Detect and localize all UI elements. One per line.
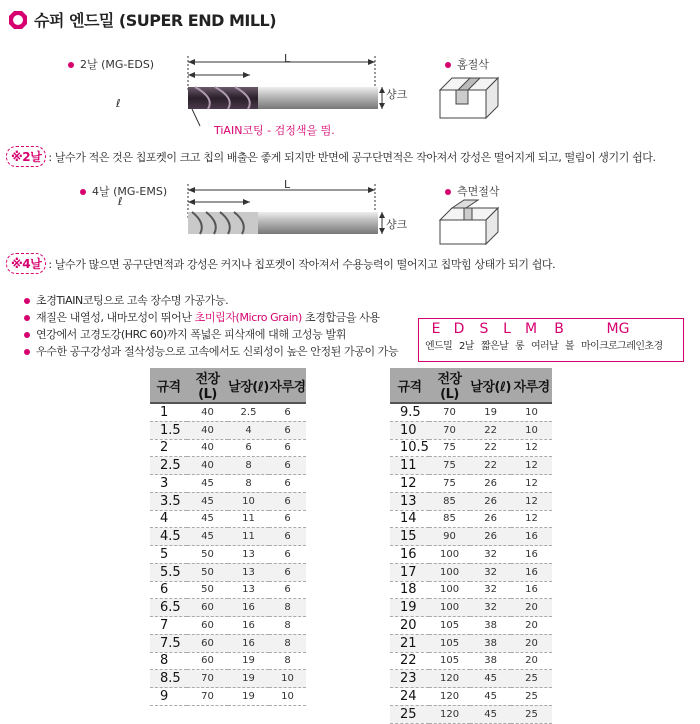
legend-letter: E xyxy=(431,321,441,337)
value-cell: 45 xyxy=(470,670,511,688)
page-title-text: 슈퍼 엔드밀 (SUPER END MILL) xyxy=(34,11,277,30)
value-cell: 10 xyxy=(511,403,552,421)
legend-letter: B xyxy=(554,321,564,337)
note-4flute-badge: ※4날 xyxy=(6,253,46,274)
size-cell: 23 xyxy=(390,670,429,688)
feature-text: 초경합금을 사용 xyxy=(301,311,380,324)
size-cell: 1 xyxy=(150,403,187,421)
legend-word: 짧은날 xyxy=(481,341,509,352)
table-row xyxy=(390,510,552,528)
table-row xyxy=(150,528,306,546)
value-cell: 75 xyxy=(429,439,470,457)
legend-letter: S xyxy=(479,321,489,337)
bullet-icon xyxy=(24,332,30,338)
table-row xyxy=(390,634,552,652)
table-row xyxy=(390,439,552,457)
value-cell: 26 xyxy=(470,510,511,528)
value-cell: 10 xyxy=(228,492,269,510)
feature-item xyxy=(24,292,398,309)
size-cell: 7 xyxy=(150,617,187,635)
value-cell: 120 xyxy=(429,705,470,723)
size-cell: 9.5 xyxy=(390,403,429,421)
table-row xyxy=(150,617,306,635)
table-row xyxy=(390,599,552,617)
col-header: 날장(ℓ) xyxy=(470,368,511,403)
value-cell: 100 xyxy=(429,581,470,599)
value-cell: 6 xyxy=(228,439,269,457)
legend-letter: L xyxy=(503,321,511,337)
table-row xyxy=(390,457,552,475)
value-cell: 19 xyxy=(470,403,511,421)
value-cell: 6 xyxy=(269,403,306,421)
value-cell: 75 xyxy=(429,475,470,493)
value-cell: 25 xyxy=(511,705,552,723)
size-cell: 3.5 xyxy=(150,492,187,510)
value-cell: 10 xyxy=(269,688,306,706)
table-row xyxy=(150,457,306,475)
size-cell: 13 xyxy=(390,492,429,510)
value-cell: 20 xyxy=(511,617,552,635)
cut-label-4flute-text: 측면절삭 xyxy=(457,185,500,198)
value-cell: 85 xyxy=(429,510,470,528)
cut-label-4flute xyxy=(445,183,500,199)
value-cell: 19 xyxy=(228,688,269,706)
value-cell: 26 xyxy=(470,475,511,493)
table-row xyxy=(390,475,552,493)
value-cell: 105 xyxy=(429,634,470,652)
note-2flute-badge: ※2날 xyxy=(6,146,46,167)
bullet-icon xyxy=(445,189,451,195)
size-cell: 3 xyxy=(150,475,187,493)
size-cell: 11 xyxy=(390,457,429,475)
legend-letter: MG xyxy=(606,321,630,337)
table-row xyxy=(390,581,552,599)
endmill-4flute-drawing xyxy=(170,180,420,250)
value-cell: 4 xyxy=(228,421,269,439)
value-cell: 40 xyxy=(187,457,228,475)
feature-item xyxy=(24,343,398,360)
value-cell: 45 xyxy=(470,705,511,723)
value-cell: 6 xyxy=(269,492,306,510)
table-row xyxy=(150,439,306,457)
size-cell: 15 xyxy=(390,528,429,546)
cut-label-2flute xyxy=(445,56,489,72)
value-cell: 12 xyxy=(511,510,552,528)
table-row xyxy=(150,563,306,581)
table-row xyxy=(150,688,306,706)
size-cell: 1.5 xyxy=(150,421,187,439)
col-header: 자루경 xyxy=(511,368,552,403)
value-cell: 12 xyxy=(511,492,552,510)
value-cell: 45 xyxy=(187,510,228,528)
size-cell: 7.5 xyxy=(150,634,187,652)
value-cell: 32 xyxy=(470,546,511,564)
value-cell: 11 xyxy=(228,510,269,528)
note-2flute xyxy=(6,146,656,167)
value-cell: 10 xyxy=(269,670,306,688)
value-cell: 16 xyxy=(511,528,552,546)
size-cell: 24 xyxy=(390,688,429,706)
table-row xyxy=(150,599,306,617)
value-cell: 45 xyxy=(470,688,511,706)
size-cell: 16 xyxy=(390,546,429,564)
value-cell: 13 xyxy=(228,546,269,564)
table-row xyxy=(150,652,306,670)
table-row xyxy=(150,403,306,421)
value-cell: 45 xyxy=(187,528,228,546)
value-cell: 50 xyxy=(187,581,228,599)
table-row xyxy=(390,546,552,564)
value-cell: 45 xyxy=(187,475,228,493)
spec-table-right xyxy=(390,368,552,724)
bullet-icon xyxy=(24,349,30,355)
size-cell: 22 xyxy=(390,652,429,670)
value-cell: 6 xyxy=(269,457,306,475)
value-cell: 8 xyxy=(228,475,269,493)
dim-l-2flute: ℓ xyxy=(116,97,121,110)
bullet-icon xyxy=(445,62,451,68)
value-cell: 16 xyxy=(511,546,552,564)
value-cell: 38 xyxy=(470,634,511,652)
value-cell: 20 xyxy=(511,652,552,670)
size-cell: 19 xyxy=(390,599,429,617)
value-cell: 40 xyxy=(187,439,228,457)
table-row xyxy=(390,617,552,635)
size-cell: 12 xyxy=(390,475,429,493)
value-cell: 70 xyxy=(187,670,228,688)
size-cell: 17 xyxy=(390,563,429,581)
value-cell: 60 xyxy=(187,617,228,635)
value-cell: 8 xyxy=(269,652,306,670)
col-header: 날장(ℓ) xyxy=(228,368,269,403)
feature-item xyxy=(24,326,398,343)
bullet-icon xyxy=(24,315,30,321)
side-cutting-icon xyxy=(438,198,500,248)
note-4flute xyxy=(6,253,555,274)
code-legend xyxy=(418,318,684,362)
value-cell: 40 xyxy=(187,421,228,439)
value-cell: 70 xyxy=(187,688,228,706)
feature-text: 연강에서 고경도강(HRC 60)까지 폭넓은 피삭재에 대해 고성능 발휘 xyxy=(36,328,346,341)
value-cell: 8 xyxy=(269,617,306,635)
value-cell: 70 xyxy=(429,403,470,421)
value-cell: 25 xyxy=(511,670,552,688)
size-cell: 10.5 xyxy=(390,439,429,457)
table-row xyxy=(150,581,306,599)
model-2flute-label: 2날 (MG-EDS) xyxy=(80,58,155,71)
model-2flute xyxy=(68,56,154,72)
value-cell: 75 xyxy=(429,457,470,475)
feature-item xyxy=(24,309,398,326)
legend-letters xyxy=(425,321,677,337)
value-cell: 85 xyxy=(429,492,470,510)
value-cell: 6 xyxy=(269,581,306,599)
value-cell: 100 xyxy=(429,599,470,617)
value-cell: 26 xyxy=(470,528,511,546)
value-cell: 16 xyxy=(511,563,552,581)
table-row xyxy=(390,670,552,688)
size-cell: 2.5 xyxy=(150,457,187,475)
legend-word: 마이크로그레인초경 xyxy=(581,341,663,352)
value-cell: 25 xyxy=(511,688,552,706)
value-cell: 90 xyxy=(429,528,470,546)
value-cell: 12 xyxy=(511,439,552,457)
size-cell: 25 xyxy=(390,705,429,723)
dim-l-4flute: ℓ xyxy=(118,195,123,208)
legend-words xyxy=(425,337,677,352)
table-row xyxy=(390,563,552,581)
value-cell: 12 xyxy=(511,475,552,493)
value-cell: 40 xyxy=(187,403,228,421)
size-cell: 4 xyxy=(150,510,187,528)
spec-table-left xyxy=(150,368,306,706)
value-cell: 6 xyxy=(269,475,306,493)
value-cell: 6 xyxy=(269,421,306,439)
value-cell: 32 xyxy=(470,563,511,581)
value-cell: 13 xyxy=(228,581,269,599)
value-cell: 60 xyxy=(187,652,228,670)
legend-letter: M xyxy=(524,321,538,337)
model-4flute-label: 4날 (MG-EMS) xyxy=(92,185,168,198)
value-cell: 60 xyxy=(187,599,228,617)
value-cell: 11 xyxy=(228,528,269,546)
dim-L-2flute: L xyxy=(284,52,291,65)
value-cell: 105 xyxy=(429,652,470,670)
value-cell: 6 xyxy=(269,563,306,581)
table-row xyxy=(150,510,306,528)
value-cell: 22 xyxy=(470,439,511,457)
table-row xyxy=(390,421,552,439)
value-cell: 50 xyxy=(187,563,228,581)
value-cell: 26 xyxy=(470,492,511,510)
value-cell: 16 xyxy=(228,617,269,635)
feature-text: 재질은 내열성, 내마모성이 뛰어난 xyxy=(36,311,195,324)
note-4flute-text: : 날수가 많으면 공구단면적과 강성은 커지나 칩포켓이 작아져서 수용능력이 떨어지고 칩막힘 상태가 되기 쉽다. xyxy=(48,258,556,271)
value-cell: 8 xyxy=(228,457,269,475)
value-cell: 120 xyxy=(429,688,470,706)
value-cell: 8 xyxy=(269,599,306,617)
size-cell: 10 xyxy=(390,421,429,439)
size-cell: 2 xyxy=(150,439,187,457)
model-4flute xyxy=(80,183,167,199)
value-cell: 13 xyxy=(228,563,269,581)
value-cell: 16 xyxy=(228,599,269,617)
value-cell: 38 xyxy=(470,617,511,635)
legend-word: 여러날 xyxy=(531,341,559,352)
value-cell: 22 xyxy=(470,421,511,439)
value-cell: 6 xyxy=(269,546,306,564)
table-row xyxy=(150,634,306,652)
size-cell: 20 xyxy=(390,617,429,635)
col-header: 전장(L) xyxy=(429,368,470,403)
table-row xyxy=(150,670,306,688)
value-cell: 45 xyxy=(187,492,228,510)
legend-word: 볼 xyxy=(565,341,575,352)
col-header: 규격 xyxy=(150,368,187,403)
value-cell: 70 xyxy=(429,421,470,439)
table-row xyxy=(150,421,306,439)
col-header: 전장(L) xyxy=(187,368,228,403)
bullet-icon xyxy=(80,189,86,195)
size-cell: 21 xyxy=(390,634,429,652)
value-cell: 32 xyxy=(470,599,511,617)
size-cell: 6 xyxy=(150,581,187,599)
value-cell: 60 xyxy=(187,634,228,652)
bullet-icon xyxy=(68,62,74,68)
value-cell: 19 xyxy=(228,670,269,688)
value-cell: 20 xyxy=(511,634,552,652)
coating-note: TiAIN코팅 - 검정색을 띔. xyxy=(214,124,335,137)
table-row xyxy=(390,528,552,546)
brand-logo-icon xyxy=(8,10,28,30)
feature-list xyxy=(24,292,398,360)
legend-word: 2날 xyxy=(459,341,474,352)
value-cell: 120 xyxy=(429,670,470,688)
value-cell: 2.5 xyxy=(228,403,269,421)
feature-highlight: 초미립자(Micro Grain) xyxy=(194,311,302,324)
value-cell: 16 xyxy=(511,581,552,599)
value-cell: 50 xyxy=(187,546,228,564)
feature-text: 초경TiAIN코팅으로 고속 장수명 가공가능. xyxy=(36,294,229,307)
size-cell: 6.5 xyxy=(150,599,187,617)
value-cell: 100 xyxy=(429,546,470,564)
value-cell: 8 xyxy=(269,634,306,652)
note-2flute-text: : 날수가 적은 것은 칩포켓이 크고 칩의 배출은 좋게 되지만 반면에 공구단면적은 작아져서 강성은 떨어지게 되고, 떨림이 생기기 쉽다. xyxy=(48,151,656,164)
table-row xyxy=(390,705,552,723)
value-cell: 6 xyxy=(269,510,306,528)
legend-word: 롱 xyxy=(515,341,525,352)
shank-label-2flute: 샹크 xyxy=(386,88,408,101)
slot-cutting-icon xyxy=(438,72,500,122)
value-cell: 10 xyxy=(511,421,552,439)
value-cell: 12 xyxy=(511,457,552,475)
size-cell: 5.5 xyxy=(150,563,187,581)
shank-label-4flute: 샹크 xyxy=(386,218,408,231)
value-cell: 19 xyxy=(228,652,269,670)
value-cell: 100 xyxy=(429,563,470,581)
col-header: 규격 xyxy=(390,368,429,403)
col-header: 자루경 xyxy=(269,368,306,403)
size-cell: 4.5 xyxy=(150,528,187,546)
size-cell: 8 xyxy=(150,652,187,670)
page-title xyxy=(8,8,276,31)
feature-text: 우수한 공구강성과 절삭성능으로 고속에서도 신뢰성이 높은 안정된 가공이 가능 xyxy=(36,345,399,358)
bullet-icon xyxy=(24,298,30,304)
table-row xyxy=(390,492,552,510)
size-cell: 18 xyxy=(390,581,429,599)
dim-L-4flute: L xyxy=(284,178,291,191)
value-cell: 38 xyxy=(470,652,511,670)
value-cell: 6 xyxy=(269,528,306,546)
table-row xyxy=(390,652,552,670)
table-row xyxy=(150,546,306,564)
size-cell: 14 xyxy=(390,510,429,528)
size-cell: 8.5 xyxy=(150,670,187,688)
value-cell: 16 xyxy=(228,634,269,652)
table-row xyxy=(390,403,552,421)
legend-word: 엔드밀 xyxy=(425,341,453,352)
cut-label-2flute-text: 홈절삭 xyxy=(457,58,489,71)
value-cell: 22 xyxy=(470,457,511,475)
table-row xyxy=(150,492,306,510)
legend-letter: D xyxy=(453,321,465,337)
value-cell: 6 xyxy=(269,439,306,457)
value-cell: 32 xyxy=(470,581,511,599)
size-cell: 5 xyxy=(150,546,187,564)
size-cell: 9 xyxy=(150,688,187,706)
value-cell: 105 xyxy=(429,617,470,635)
value-cell: 20 xyxy=(511,599,552,617)
table-row xyxy=(390,688,552,706)
table-row xyxy=(150,475,306,493)
